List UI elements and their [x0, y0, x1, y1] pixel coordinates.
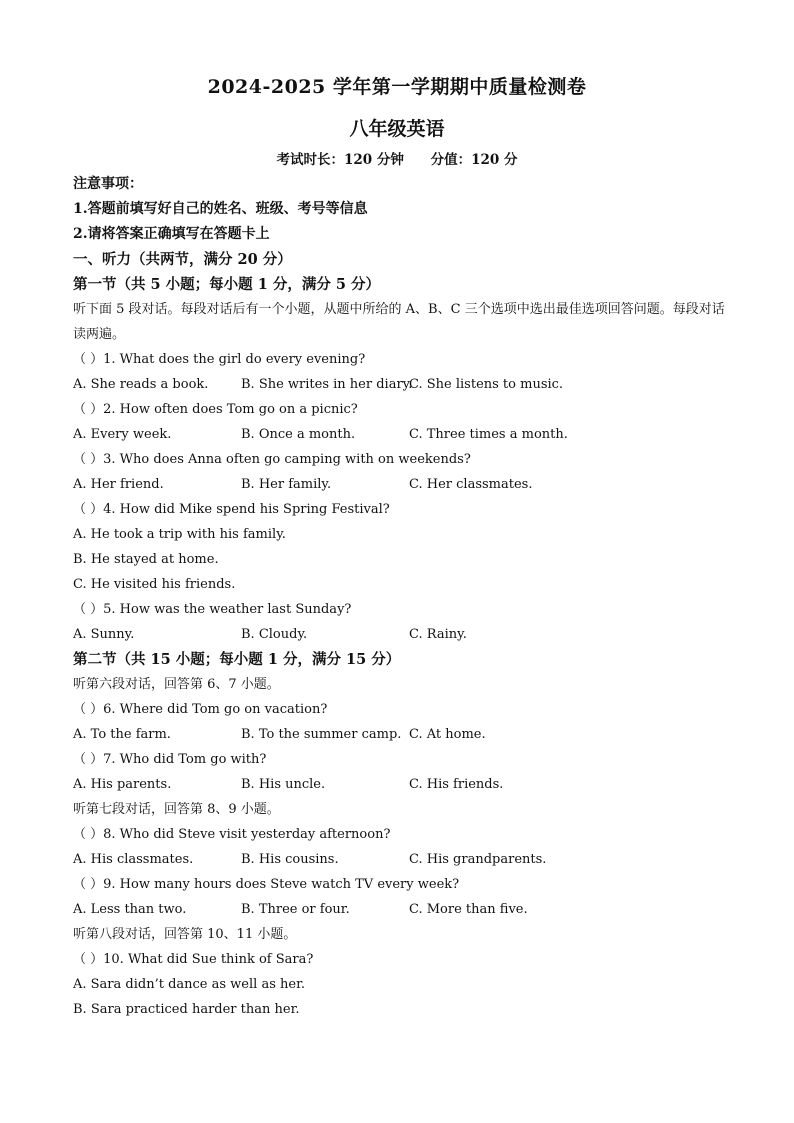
- option: C. Three times a month.: [409, 427, 568, 442]
- option: C. She listens to music.: [409, 377, 564, 392]
- option: B. Sara practiced harder than her.: [73, 1002, 300, 1017]
- option: B. Three or four.: [241, 902, 350, 917]
- notice-heading: 注意事项：: [73, 176, 143, 192]
- question-stem: （ ）2. How often does Tom go on a picnic?: [73, 402, 358, 417]
- notice-item: 1.答题前填写好自己的姓名、班级、考号等信息: [73, 201, 368, 217]
- option: A. She reads a book.: [73, 377, 209, 392]
- question-options: [73, 372, 733, 397]
- question-stem: （ ）4. How did Mike spend his Spring Festival?: [73, 502, 390, 517]
- group-intro: 听第六段对话，回答第 6、7 小题。: [73, 677, 280, 692]
- option: B. She writes in her diary.: [241, 377, 413, 392]
- option: A. Every week.: [73, 427, 172, 442]
- exam-score: 分值：120 分: [430, 152, 518, 168]
- question-stem: （ ）10. What did Sue think of Sara?: [73, 952, 314, 967]
- option: A. Sunny.: [73, 627, 135, 642]
- option: A. Her friend.: [73, 477, 164, 492]
- option: B. Once a month.: [241, 427, 356, 442]
- question-options: [73, 472, 733, 497]
- section-title: 一、听力（共两节，满分 20 分）: [73, 251, 292, 268]
- option: C. His grandparents.: [409, 852, 547, 867]
- option: C. Rainy.: [409, 627, 467, 642]
- option: A. Less than two.: [73, 902, 187, 917]
- part-title: 第二节（共 15 小题；每小题 1 分，满分 15 分）: [73, 651, 401, 668]
- question-options: [73, 422, 733, 447]
- option: A. He took a trip with his family.: [73, 527, 286, 542]
- option: C. He visited his friends.: [73, 577, 236, 592]
- exam-subtitle: 八年级英语: [349, 118, 445, 140]
- question-options: [73, 847, 733, 872]
- question-options: [73, 772, 733, 797]
- question-stem: （ ）3. Who does Anna often go camping with on weekends?: [73, 452, 471, 467]
- option: B. Cloudy.: [241, 627, 308, 642]
- group-intro: 听第八段对话，回答第 10、11 小题。: [73, 927, 297, 942]
- question-stem: （ ）5. How was the weather last Sunday?: [73, 602, 352, 617]
- question-stem: （ ）8. Who did Steve visit yesterday afternoon?: [73, 827, 391, 842]
- option: C. More than five.: [409, 902, 528, 917]
- part-instructions: 听下面 5 段对话。每段对话后有一个小题，从题中所给的 A、B、C 三个选项中选出最佳选项回答问题。每段对话读两遍。: [73, 302, 725, 342]
- option: A. His parents.: [73, 777, 172, 792]
- option: C. At home.: [409, 727, 486, 742]
- option: A. His classmates.: [73, 852, 194, 867]
- exam-duration: 考试时长：120 分钟: [276, 152, 404, 168]
- question-stem: （ ）7. Who did Tom go with?: [73, 752, 267, 767]
- part-title: 第一节（共 5 小题；每小题 1 分，满分 5 分）: [73, 276, 381, 293]
- question-options: [73, 897, 733, 922]
- option: C. His friends.: [409, 777, 504, 792]
- exam-meta: [0, 148, 794, 168]
- exam-body: [73, 172, 733, 1022]
- option: A. Sara didn’t dance as well as her.: [73, 977, 305, 992]
- question-stem: （ ）9. How many hours does Steve watch TV every week?: [73, 877, 460, 892]
- question-options: [73, 722, 733, 747]
- group-intro: 听第七段对话，回答第 8、9 小题。: [73, 802, 280, 817]
- notice-item: 2.请将答案正确填写在答题卡上: [73, 226, 270, 242]
- option: B. Her family.: [241, 477, 332, 492]
- question-stem: （ ）1. What does the girl do every evening?: [73, 352, 366, 367]
- option: B. To the summer camp.: [241, 727, 402, 742]
- option: B. His cousins.: [241, 852, 339, 867]
- option: B. His uncle.: [241, 777, 326, 792]
- question-options: [73, 622, 733, 647]
- option: C. Her classmates.: [409, 477, 533, 492]
- exam-title: 2024-2025 学年第一学期期中质量检测卷: [207, 76, 587, 98]
- option: A. To the farm.: [73, 727, 171, 742]
- question-stem: （ ）6. Where did Tom go on vacation?: [73, 702, 328, 717]
- option: B. He stayed at home.: [73, 552, 219, 567]
